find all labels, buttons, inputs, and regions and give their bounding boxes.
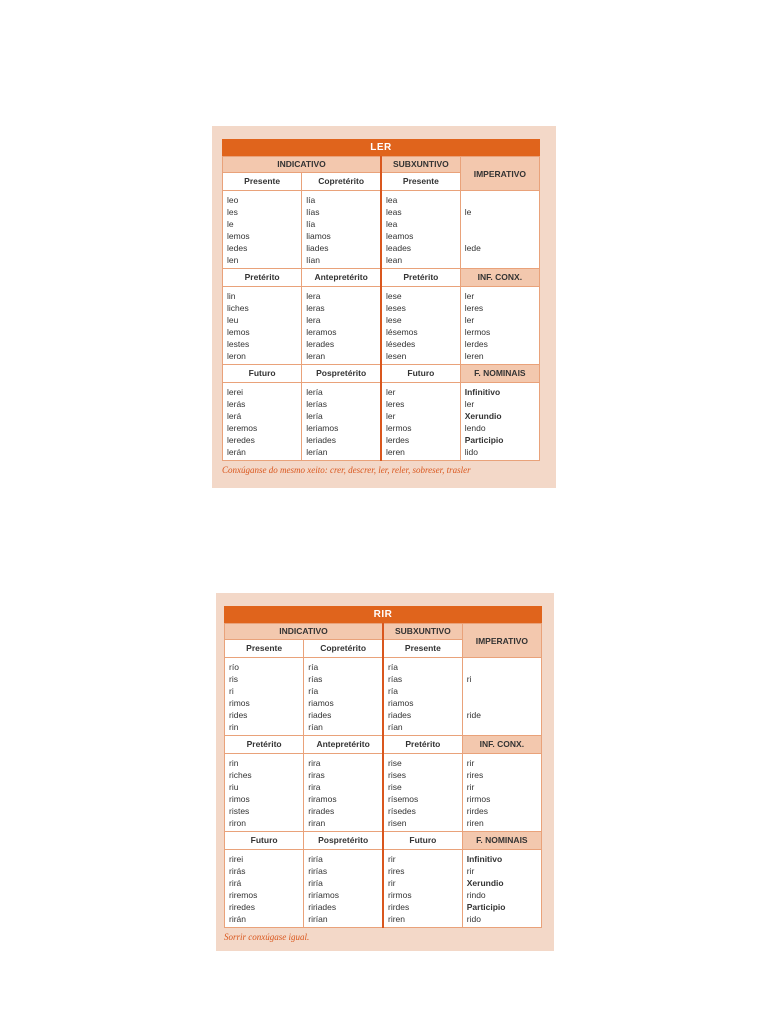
verb-form: lese: [386, 291, 402, 301]
tense-label: F. NOMINAIS: [462, 832, 541, 850]
verb-form: rir: [466, 866, 475, 876]
verb-form: lestes: [227, 339, 250, 349]
indicativo-header: INDICATIVO: [223, 157, 382, 173]
verb-form: lían: [306, 255, 320, 265]
imperativo-header: IMPERATIVO: [462, 624, 541, 658]
tense-forms: [460, 287, 539, 365]
verb-form: rindo: [466, 890, 486, 900]
verb-form: rimos: [229, 698, 250, 708]
verb-form: ler: [464, 315, 475, 325]
tense-label: Antepretérito: [304, 736, 383, 754]
verb-title: LER: [222, 139, 540, 156]
verb-form: lido: [464, 447, 478, 457]
tense-forms: [302, 191, 381, 269]
indicativo-header: INDICATIVO: [225, 624, 384, 640]
verb-form: [467, 661, 537, 673]
verb-form: lerían: [306, 447, 328, 457]
ler-conjugation-card: [212, 126, 556, 488]
verb-form: riría: [308, 878, 323, 888]
form-heading: Participio: [466, 902, 506, 912]
verb-form: leren: [386, 447, 405, 457]
form-heading: Participio: [464, 435, 504, 445]
verb-form: leres: [386, 399, 405, 409]
subxuntivo-header: SUBXUNTIVO: [383, 624, 462, 640]
verb-form: leras: [306, 303, 325, 313]
tense-forms: [381, 287, 460, 365]
form-heading: Xerundio: [464, 411, 502, 421]
tense-forms: [302, 287, 381, 365]
verb-form: [465, 218, 535, 230]
verb-form: rires: [388, 866, 405, 876]
verb-form: lería: [306, 411, 323, 421]
verb-form: [465, 194, 535, 206]
tense-forms: [383, 850, 462, 928]
verb-form: ler: [464, 291, 475, 301]
verb-form: leriades: [306, 435, 337, 445]
verb-form: le: [227, 219, 234, 229]
verb-form: rirades: [308, 806, 335, 816]
verb-form: leriamos: [306, 423, 339, 433]
verb-form: rías: [388, 674, 403, 684]
tense-label: Presente: [225, 640, 304, 658]
verb-form: ler: [386, 387, 396, 397]
verb-form: liamos: [306, 231, 331, 241]
verb-form: rirdes: [466, 806, 489, 816]
verb-form: riremos: [229, 890, 258, 900]
verb-form: lera: [306, 315, 321, 325]
verb-form: rías: [308, 674, 323, 684]
verb-form: leredes: [227, 435, 255, 445]
tense-forms: [223, 191, 302, 269]
tense-forms: [383, 754, 462, 832]
verb-form: rirías: [308, 866, 328, 876]
verb-form: [467, 697, 537, 709]
tense-forms: [383, 658, 462, 736]
verb-form: lea: [386, 219, 398, 229]
verb-form: riches: [229, 770, 252, 780]
tense-label: Pospretérito: [302, 365, 381, 383]
tense-label: Antepretérito: [302, 269, 381, 287]
tense-forms: [381, 191, 460, 269]
tense-label: Presente: [223, 173, 302, 191]
verb-form: riría: [308, 854, 323, 864]
verb-form: lendo: [464, 423, 486, 433]
verb-form: lemos: [227, 327, 250, 337]
verb-form: [467, 685, 537, 697]
verb-form: rira: [308, 758, 321, 768]
verb-form: ría: [308, 686, 319, 696]
verb-form: les: [227, 207, 238, 217]
verb-form: rir: [466, 782, 475, 792]
verb-form: lerán: [227, 447, 246, 457]
verb-form: risen: [388, 818, 407, 828]
tense-forms: [225, 658, 304, 736]
verb-form: rin: [229, 758, 239, 768]
tense-forms: [460, 191, 539, 269]
verb-form: lésedes: [386, 339, 416, 349]
tense-label: Futuro: [223, 365, 302, 383]
verb-form: riades: [388, 710, 412, 720]
verb-form: ri: [229, 686, 234, 696]
verb-form: leo: [227, 195, 239, 205]
verb-form: lésemos: [386, 327, 418, 337]
verb-form: lía: [306, 195, 316, 205]
tense-forms: [223, 383, 302, 461]
tense-forms: [304, 754, 383, 832]
tense-label: Pretérito: [383, 736, 462, 754]
verb-form: rirás: [229, 866, 246, 876]
verb-form: lías: [306, 207, 320, 217]
verb-form: ler: [464, 399, 475, 409]
verb-form: lerades: [306, 339, 335, 349]
verb-form: leren: [464, 351, 484, 361]
verb-form: riu: [229, 782, 239, 792]
verb-form: riramos: [308, 794, 337, 804]
verb-form: lesen: [386, 351, 407, 361]
verb-form: rirmos: [388, 890, 412, 900]
verb-form: riríamos: [308, 890, 339, 900]
tense-label: Pretérito: [223, 269, 302, 287]
tense-label: F. NOMINAIS: [460, 365, 539, 383]
verb-form: leas: [386, 207, 402, 217]
tense-forms: [225, 850, 304, 928]
tense-label: Pretérito: [381, 269, 460, 287]
verb-form: rían: [388, 722, 403, 732]
tense-label: INF. CONX.: [460, 269, 539, 287]
verb-form: rísedes: [388, 806, 416, 816]
verb-form: rirían: [308, 914, 328, 924]
verb-form: lese: [386, 315, 402, 325]
tense-forms: [381, 383, 460, 461]
tense-forms: [460, 383, 539, 461]
verb-form: ri: [466, 674, 472, 684]
verb-form: leades: [386, 243, 412, 253]
tense-forms: [223, 287, 302, 365]
verb-form: ristes: [229, 806, 250, 816]
verb-form: rirei: [229, 854, 244, 864]
tense-label: Presente: [381, 173, 460, 191]
verb-form: rirdes: [388, 902, 410, 912]
tense-forms: [304, 658, 383, 736]
verb-form: rirán: [229, 914, 247, 924]
tense-label: Pospretérito: [304, 832, 383, 850]
verb-form: rise: [388, 782, 402, 792]
verb-form: lea: [386, 195, 398, 205]
tense-label: Copretérito: [302, 173, 381, 191]
verb-form: ririades: [308, 902, 337, 912]
verb-form: lerás: [227, 399, 246, 409]
verb-form: ride: [466, 710, 481, 720]
verb-form: leremos: [227, 423, 258, 433]
verb-form: ler: [386, 411, 396, 421]
verb-form: rido: [466, 914, 481, 924]
conjugation-table: [224, 623, 542, 928]
tense-label: INF. CONX.: [462, 736, 541, 754]
verb-form: riren: [466, 818, 484, 828]
verb-form: rían: [308, 722, 323, 732]
tense-forms: [304, 850, 383, 928]
verb-form: leses: [386, 303, 406, 313]
verb-form: rísemos: [388, 794, 419, 804]
verb-form: riamos: [308, 698, 334, 708]
tense-label: Futuro: [381, 365, 460, 383]
verb-form: ría: [388, 686, 398, 696]
verb-form: lemos: [227, 231, 250, 241]
verb-form: lermos: [386, 423, 412, 433]
verb-form: rires: [466, 770, 484, 780]
verb-form: rirá: [229, 878, 242, 888]
footer-note: Conxúganse do mesmo xeito: crer, descrer, ler, reler, sobreser, trasler: [222, 465, 471, 475]
verb-form: ris: [229, 674, 238, 684]
tense-label: Futuro: [225, 832, 304, 850]
verb-form: rirmos: [466, 794, 491, 804]
verb-form: lerei: [227, 387, 244, 397]
verb-form: rir: [466, 758, 475, 768]
tense-forms: [462, 850, 541, 928]
tense-forms: [302, 383, 381, 461]
verb-form: len: [227, 255, 239, 265]
verb-form: ría: [388, 662, 398, 672]
form-heading: Infinitivo: [466, 854, 503, 864]
verb-form: leres: [464, 303, 484, 313]
verb-form: lerías: [306, 399, 328, 409]
verb-form: riras: [308, 770, 325, 780]
verb-form: río: [229, 662, 239, 672]
verb-form: rir: [388, 854, 396, 864]
verb-form: rin: [229, 722, 239, 732]
tense-label: Presente: [383, 640, 462, 658]
verb-form: riran: [308, 818, 326, 828]
verb-form: rides: [229, 710, 248, 720]
verb-form: ría: [308, 662, 319, 672]
verb-form: rimos: [229, 794, 250, 804]
verb-form: rir: [388, 878, 396, 888]
form-heading: Infinitivo: [464, 387, 501, 397]
imperativo-header: IMPERATIVO: [460, 157, 539, 191]
verb-form: liches: [227, 303, 249, 313]
conjugation-table: [222, 156, 540, 461]
verb-form: riredes: [229, 902, 255, 912]
verb-form: leramos: [306, 327, 337, 337]
verb-form: lería: [306, 387, 323, 397]
tense-forms: [462, 754, 541, 832]
verb-form: [465, 254, 535, 266]
tense-forms: [462, 658, 541, 736]
verb-title: RIR: [224, 606, 542, 623]
tense-label: Pretérito: [225, 736, 304, 754]
verb-form: lía: [306, 219, 316, 229]
verb-form: rises: [388, 770, 406, 780]
verb-form: rira: [308, 782, 321, 792]
verb-form: lean: [386, 255, 403, 265]
verb-form: leron: [227, 351, 246, 361]
verb-form: lerdes: [464, 339, 488, 349]
verb-form: lin: [227, 291, 236, 301]
tense-label: Futuro: [383, 832, 462, 850]
verb-form: lerdes: [386, 435, 410, 445]
tense-label: Copretérito: [304, 640, 383, 658]
verb-form: riamos: [388, 698, 414, 708]
verb-form: leran: [306, 351, 326, 361]
verb-form: lermos: [464, 327, 491, 337]
footer-note: Sorrir conxúgase igual.: [224, 932, 310, 942]
verb-form: riades: [308, 710, 332, 720]
verb-form: rise: [388, 758, 402, 768]
form-heading: Xerundio: [466, 878, 504, 888]
verb-form: leu: [227, 315, 239, 325]
rir-conjugation-card: [216, 593, 554, 951]
verb-form: lerá: [227, 411, 242, 421]
verb-form: lede: [464, 243, 481, 253]
verb-form: lera: [306, 291, 321, 301]
verb-form: le: [464, 207, 472, 217]
verb-form: riron: [229, 818, 247, 828]
verb-form: leamos: [386, 231, 414, 241]
verb-form: ledes: [227, 243, 248, 253]
verb-form: [467, 721, 537, 733]
verb-form: [465, 230, 535, 242]
verb-form: riren: [388, 914, 406, 924]
subxuntivo-header: SUBXUNTIVO: [381, 157, 460, 173]
tense-forms: [225, 754, 304, 832]
verb-form: liades: [306, 243, 329, 253]
